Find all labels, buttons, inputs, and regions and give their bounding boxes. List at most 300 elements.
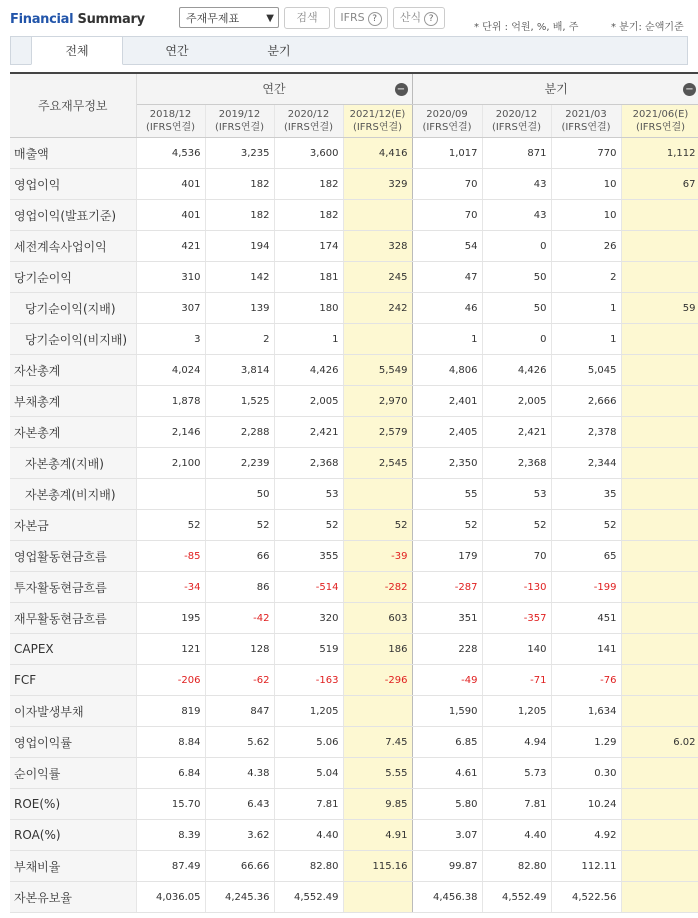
value-cell — [621, 820, 698, 851]
search-button[interactable] — [284, 7, 330, 29]
value-cell: 2,005 — [482, 386, 551, 417]
value-cell: 2,405 — [412, 417, 482, 448]
value-cell — [621, 231, 698, 262]
value-cell: 181 — [274, 262, 343, 293]
row-label: 투자활동현금흐름 — [10, 572, 136, 603]
table-row — [10, 665, 698, 696]
period-column-header — [274, 105, 343, 138]
value-cell: 2,239 — [205, 448, 274, 479]
value-cell: 351 — [412, 603, 482, 634]
value-cell: 355 — [274, 541, 343, 572]
value-cell: 4,552.49 — [274, 882, 343, 913]
table-row — [10, 882, 698, 913]
row-label: 자본총계 — [10, 417, 136, 448]
value-cell: 6.84 — [136, 758, 205, 789]
value-cell: 52 — [136, 510, 205, 541]
help-icon: ? — [368, 12, 382, 26]
value-cell: 1,017 — [412, 138, 482, 169]
value-cell: 87.49 — [136, 851, 205, 882]
value-cell — [621, 572, 698, 603]
value-cell: 128 — [205, 634, 274, 665]
row-label: 영업이익률 — [10, 727, 136, 758]
value-cell: 4,552.49 — [482, 882, 551, 913]
value-cell: 66 — [205, 541, 274, 572]
value-cell: 142 — [205, 262, 274, 293]
table-row — [10, 200, 698, 231]
value-cell: 1,112 — [621, 138, 698, 169]
row-label: 부채총계 — [10, 386, 136, 417]
value-cell: 451 — [551, 603, 621, 634]
value-cell: 2,368 — [274, 448, 343, 479]
table-row — [10, 448, 698, 479]
value-cell: 329 — [343, 169, 412, 200]
value-cell: 82.80 — [482, 851, 551, 882]
title-financial: Financial — [10, 12, 74, 27]
help-icon: ? — [424, 12, 438, 26]
value-cell — [621, 262, 698, 293]
row-label: 자본유보율 — [10, 882, 136, 913]
value-cell: 4.40 — [274, 820, 343, 851]
value-cell: 5.55 — [343, 758, 412, 789]
value-cell: 5.80 — [412, 789, 482, 820]
row-label: 영업활동현금흐름 — [10, 541, 136, 572]
value-cell: 70 — [412, 169, 482, 200]
row-label: 자본금 — [10, 510, 136, 541]
value-cell: -199 — [551, 572, 621, 603]
value-cell: 2,421 — [274, 417, 343, 448]
quarter-group-header — [412, 73, 698, 105]
value-cell: 26 — [551, 231, 621, 262]
table-row — [10, 138, 698, 169]
value-cell: 4.61 — [412, 758, 482, 789]
value-cell — [621, 200, 698, 231]
top-bar — [0, 0, 698, 36]
value-cell: 1,634 — [551, 696, 621, 727]
period-label: 2021/03 — [565, 109, 607, 120]
value-cell: 66.66 — [205, 851, 274, 882]
value-cell: 43 — [482, 169, 551, 200]
row-label: 매출액 — [10, 138, 136, 169]
value-cell — [621, 386, 698, 417]
value-cell: 6.02 — [621, 727, 698, 758]
row-label: 순이익률 — [10, 758, 136, 789]
value-cell: 1 — [551, 324, 621, 355]
value-cell — [343, 882, 412, 913]
value-cell — [136, 479, 205, 510]
value-cell: 328 — [343, 231, 412, 262]
value-cell: 52 — [205, 510, 274, 541]
value-cell: 1 — [551, 293, 621, 324]
value-cell: 5.04 — [274, 758, 343, 789]
tab-quarterly[interactable]: 분기 — [267, 44, 291, 58]
value-cell: 121 — [136, 634, 205, 665]
basis-label: (IFRS연결) — [422, 122, 472, 133]
value-cell: 186 — [343, 634, 412, 665]
value-cell: 59 — [621, 293, 698, 324]
value-cell: 115.16 — [343, 851, 412, 882]
table-row — [10, 603, 698, 634]
row-label: CAPEX — [10, 634, 136, 665]
value-cell: 194 — [205, 231, 274, 262]
period-label: 2021/06(E) — [632, 109, 689, 120]
value-cell: 180 — [274, 293, 343, 324]
table-row — [10, 696, 698, 727]
period-column-header — [482, 105, 551, 138]
collapse-annual-icon[interactable]: − — [395, 83, 408, 96]
value-cell: 9.85 — [343, 789, 412, 820]
value-cell: 4,456.38 — [412, 882, 482, 913]
value-cell: 6.85 — [412, 727, 482, 758]
value-cell: 82.80 — [274, 851, 343, 882]
value-cell: 4.40 — [482, 820, 551, 851]
value-cell: 174 — [274, 231, 343, 262]
value-cell: 53 — [482, 479, 551, 510]
value-cell: 4,024 — [136, 355, 205, 386]
value-cell: 1 — [412, 324, 482, 355]
table-row — [10, 634, 698, 665]
value-cell: 65 — [551, 541, 621, 572]
value-cell: 10 — [551, 169, 621, 200]
value-cell: -71 — [482, 665, 551, 696]
value-cell: 70 — [412, 200, 482, 231]
value-cell: 2,378 — [551, 417, 621, 448]
value-cell — [621, 603, 698, 634]
value-cell: 320 — [274, 603, 343, 634]
value-cell — [621, 541, 698, 572]
value-cell: 52 — [412, 510, 482, 541]
value-cell: 179 — [412, 541, 482, 572]
value-cell: 401 — [136, 200, 205, 231]
value-cell: 401 — [136, 169, 205, 200]
value-cell: -296 — [343, 665, 412, 696]
period-column-header — [621, 105, 698, 138]
value-cell — [621, 789, 698, 820]
value-cell: -42 — [205, 603, 274, 634]
value-cell — [621, 634, 698, 665]
table-row — [10, 572, 698, 603]
table-row — [10, 293, 698, 324]
value-cell: 2,970 — [343, 386, 412, 417]
value-cell: 2,579 — [343, 417, 412, 448]
tab-annual[interactable]: 연간 — [165, 44, 189, 58]
value-cell: 47 — [412, 262, 482, 293]
statement-type-select[interactable] — [179, 7, 279, 28]
period-column-header — [343, 105, 412, 138]
value-cell: 1,878 — [136, 386, 205, 417]
value-cell — [621, 417, 698, 448]
value-cell: -514 — [274, 572, 343, 603]
value-cell — [621, 696, 698, 727]
value-cell: 4,245.36 — [205, 882, 274, 913]
value-cell: -130 — [482, 572, 551, 603]
value-cell: 139 — [205, 293, 274, 324]
chevron-down-icon: ▼ — [266, 13, 274, 24]
value-cell: 6.43 — [205, 789, 274, 820]
value-cell — [621, 510, 698, 541]
value-cell: 4.92 — [551, 820, 621, 851]
table-row — [10, 355, 698, 386]
annual-group-header — [136, 73, 412, 105]
value-cell: 4.94 — [482, 727, 551, 758]
value-cell: 0 — [482, 231, 551, 262]
value-cell: 1,590 — [412, 696, 482, 727]
value-cell: 0.30 — [551, 758, 621, 789]
value-cell — [621, 355, 698, 386]
basis-label: (IFRS연결) — [214, 122, 265, 133]
basis-label: (IFRS연결) — [352, 122, 403, 133]
value-cell: 46 — [412, 293, 482, 324]
tab-all[interactable]: 전체 — [31, 36, 123, 65]
value-cell: 52 — [343, 510, 412, 541]
value-cell: 2,146 — [136, 417, 205, 448]
value-cell: 2,368 — [482, 448, 551, 479]
value-cell: -49 — [412, 665, 482, 696]
row-label: 당기순이익(비지배) — [10, 324, 136, 355]
value-cell: -287 — [412, 572, 482, 603]
row-header-title: 주요재무정보 — [10, 73, 136, 138]
value-cell: 5.62 — [205, 727, 274, 758]
table-row — [10, 541, 698, 572]
page-title — [10, 12, 145, 27]
value-cell: 5,045 — [551, 355, 621, 386]
value-cell: 195 — [136, 603, 205, 634]
value-cell: 43 — [482, 200, 551, 231]
annual-group-label: 연간 — [262, 82, 286, 96]
table-row — [10, 479, 698, 510]
value-cell: 67 — [621, 169, 698, 200]
table-row — [10, 789, 698, 820]
row-label: 자본총계(지배) — [10, 448, 136, 479]
value-cell: -282 — [343, 572, 412, 603]
basis-label: (IFRS연결) — [635, 122, 686, 133]
table-row — [10, 727, 698, 758]
table-row — [10, 231, 698, 262]
row-label: ROE(%) — [10, 789, 136, 820]
value-cell: 5.06 — [274, 727, 343, 758]
value-cell — [343, 479, 412, 510]
value-cell: 4.38 — [205, 758, 274, 789]
value-cell: -76 — [551, 665, 621, 696]
table-row — [10, 169, 698, 200]
value-cell — [343, 200, 412, 231]
table-row — [10, 386, 698, 417]
value-cell: 519 — [274, 634, 343, 665]
period-column-header — [205, 105, 274, 138]
period-column-header — [136, 105, 205, 138]
formula-help-button[interactable] — [393, 7, 445, 29]
table-row — [10, 510, 698, 541]
period-label: 2020/12 — [495, 109, 538, 120]
value-cell: 2,005 — [274, 386, 343, 417]
search-button-label: 검색 — [296, 11, 318, 24]
value-cell: 55 — [412, 479, 482, 510]
value-cell: 4,426 — [482, 355, 551, 386]
row-label: 재무활동현금흐름 — [10, 603, 136, 634]
basis-label: (IFRS연결) — [283, 122, 334, 133]
row-label: 자산총계 — [10, 355, 136, 386]
period-column-header — [551, 105, 621, 138]
value-cell: 7.45 — [343, 727, 412, 758]
value-cell: 421 — [136, 231, 205, 262]
ifrs-button-label: IFRS — [340, 11, 365, 24]
value-cell — [343, 696, 412, 727]
value-cell: 182 — [205, 200, 274, 231]
row-label: FCF — [10, 665, 136, 696]
value-cell: 140 — [482, 634, 551, 665]
value-cell: 4.91 — [343, 820, 412, 851]
value-cell: 10.24 — [551, 789, 621, 820]
value-cell: 7.81 — [274, 789, 343, 820]
unit-note: * 단위 : 억원, %, 배, 주 — [474, 22, 579, 33]
period-label: 2020/09 — [426, 109, 468, 120]
value-cell: -39 — [343, 541, 412, 572]
value-cell: 54 — [412, 231, 482, 262]
value-cell: 3.62 — [205, 820, 274, 851]
value-cell: 0 — [482, 324, 551, 355]
value-cell: 307 — [136, 293, 205, 324]
period-label: 2020/12 — [287, 109, 330, 120]
value-cell: 5,549 — [343, 355, 412, 386]
value-cell — [621, 324, 698, 355]
value-cell: 2,288 — [205, 417, 274, 448]
row-label: 이자발생부채 — [10, 696, 136, 727]
value-cell: 182 — [205, 169, 274, 200]
value-cell: -85 — [136, 541, 205, 572]
value-cell: 10 — [551, 200, 621, 231]
table-row — [10, 417, 698, 448]
basis-label: (IFRS연결) — [145, 122, 196, 133]
value-cell: 871 — [482, 138, 551, 169]
value-cell: 182 — [274, 169, 343, 200]
value-cell: 603 — [343, 603, 412, 634]
row-label: 자본총계(비지배) — [10, 479, 136, 510]
value-cell: 50 — [482, 262, 551, 293]
value-cell — [621, 448, 698, 479]
row-label: 당기순이익(지배) — [10, 293, 136, 324]
value-cell: 3,600 — [274, 138, 343, 169]
row-label: 영업이익(발표기준) — [10, 200, 136, 231]
value-cell: 112.11 — [551, 851, 621, 882]
value-cell: 1.29 — [551, 727, 621, 758]
value-cell: 4,806 — [412, 355, 482, 386]
value-cell: 99.87 — [412, 851, 482, 882]
table-row — [10, 262, 698, 293]
value-cell: 70 — [482, 541, 551, 572]
value-cell: 4,036.05 — [136, 882, 205, 913]
ifrs-help-button[interactable] — [334, 7, 388, 29]
value-cell: 2,421 — [482, 417, 551, 448]
value-cell: 141 — [551, 634, 621, 665]
quarter-basis-note: * 분기: 순액기준 — [611, 22, 684, 33]
value-cell: 7.81 — [482, 789, 551, 820]
value-cell: 2 — [551, 262, 621, 293]
row-label: 세전계속사업이익 — [10, 231, 136, 262]
value-cell: 2,344 — [551, 448, 621, 479]
value-cell: 1,205 — [274, 696, 343, 727]
formula-button-label: 산식 — [399, 11, 422, 24]
value-cell: 770 — [551, 138, 621, 169]
period-tabs — [10, 36, 688, 65]
table-body — [10, 138, 698, 913]
value-cell: 35 — [551, 479, 621, 510]
title-summary: Summary — [73, 12, 145, 27]
value-cell: 5.73 — [482, 758, 551, 789]
value-cell: 2,545 — [343, 448, 412, 479]
row-label: 당기순이익 — [10, 262, 136, 293]
value-cell: -206 — [136, 665, 205, 696]
value-cell — [621, 479, 698, 510]
value-cell: 310 — [136, 262, 205, 293]
value-cell: -34 — [136, 572, 205, 603]
period-label: 2018/12 — [149, 109, 192, 120]
table-row — [10, 820, 698, 851]
value-cell: 8.39 — [136, 820, 205, 851]
value-cell: 4,536 — [136, 138, 205, 169]
value-cell: 2 — [205, 324, 274, 355]
table-row — [10, 851, 698, 882]
value-cell: 4,522.56 — [551, 882, 621, 913]
quarter-group-label: 분기 — [544, 82, 568, 96]
value-cell: 3 — [136, 324, 205, 355]
period-column-header — [412, 105, 482, 138]
value-cell: 4,426 — [274, 355, 343, 386]
value-cell: 15.70 — [136, 789, 205, 820]
value-cell: 52 — [482, 510, 551, 541]
value-cell: 4,416 — [343, 138, 412, 169]
period-label: 2019/12 — [218, 109, 261, 120]
value-cell: 2,100 — [136, 448, 205, 479]
value-cell: -357 — [482, 603, 551, 634]
value-cell: 182 — [274, 200, 343, 231]
value-cell: 228 — [412, 634, 482, 665]
value-cell: 2,401 — [412, 386, 482, 417]
value-cell: 86 — [205, 572, 274, 603]
value-cell: 3,814 — [205, 355, 274, 386]
value-cell: 819 — [136, 696, 205, 727]
value-cell — [621, 851, 698, 882]
value-cell: 52 — [274, 510, 343, 541]
row-label: 영업이익 — [10, 169, 136, 200]
value-cell: 1,205 — [482, 696, 551, 727]
financial-summary-table — [10, 72, 698, 913]
basis-label: (IFRS연결) — [491, 122, 542, 133]
value-cell: 847 — [205, 696, 274, 727]
period-label: 2021/12(E) — [349, 109, 406, 120]
value-cell: 2,666 — [551, 386, 621, 417]
value-cell — [621, 758, 698, 789]
value-cell — [621, 882, 698, 913]
value-cell: 242 — [343, 293, 412, 324]
row-label: ROA(%) — [10, 820, 136, 851]
value-cell: 1 — [274, 324, 343, 355]
value-cell: 3.07 — [412, 820, 482, 851]
value-cell: 1,525 — [205, 386, 274, 417]
value-cell: 3,235 — [205, 138, 274, 169]
value-cell: 52 — [551, 510, 621, 541]
table-row — [10, 758, 698, 789]
statement-type-value: 주재무제표 — [186, 12, 240, 25]
value-cell: 53 — [274, 479, 343, 510]
value-cell: 2,350 — [412, 448, 482, 479]
value-cell: 8.84 — [136, 727, 205, 758]
collapse-quarter-icon[interactable]: − — [683, 83, 696, 96]
table-row — [10, 324, 698, 355]
value-cell — [343, 324, 412, 355]
value-cell: -163 — [274, 665, 343, 696]
value-cell: -62 — [205, 665, 274, 696]
value-cell: 50 — [482, 293, 551, 324]
row-label: 부채비율 — [10, 851, 136, 882]
